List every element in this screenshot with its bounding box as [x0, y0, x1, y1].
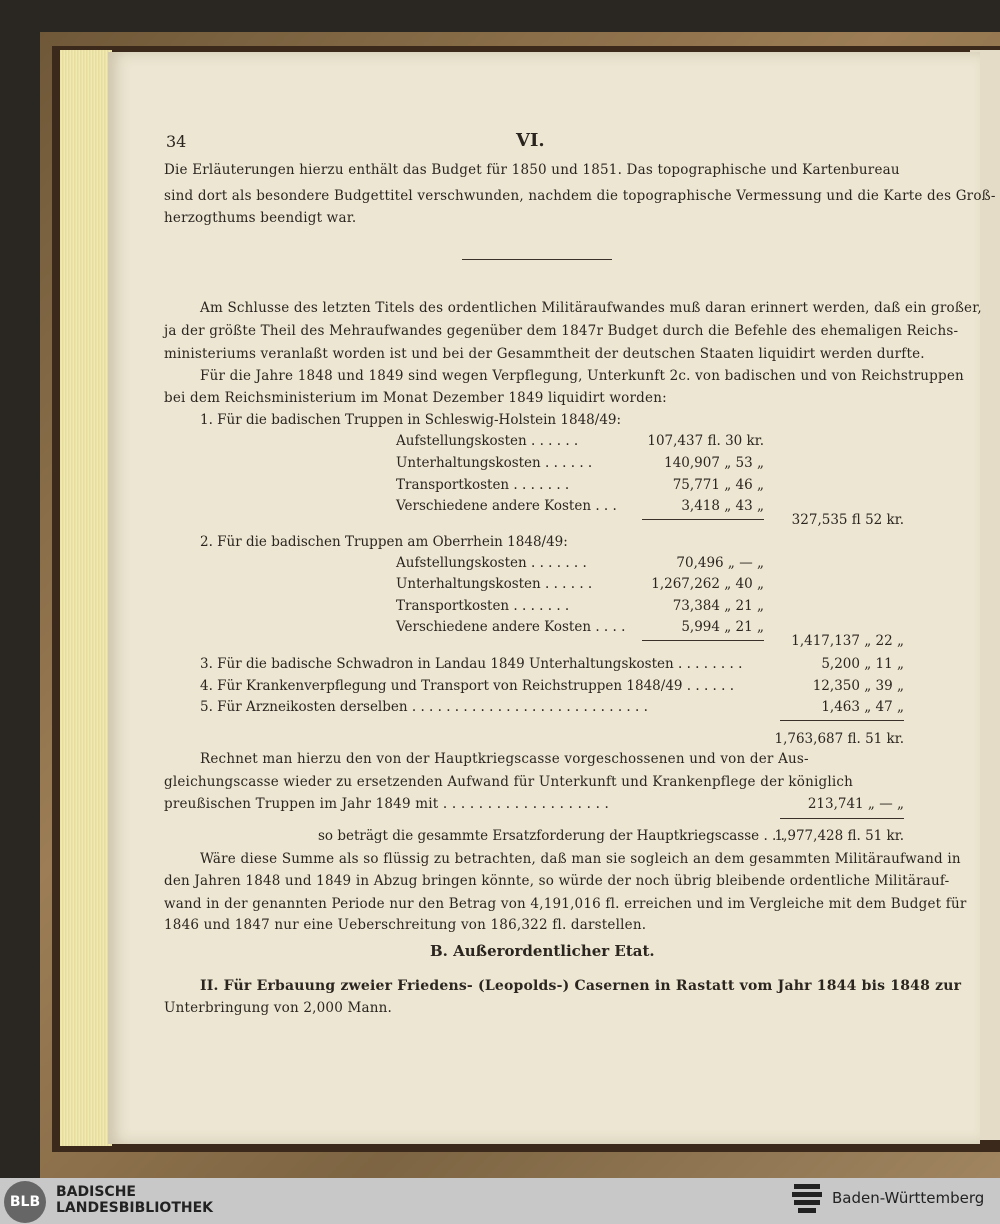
sum-rule — [780, 720, 904, 721]
line-amount: 5,200 „ 11 „ — [821, 656, 904, 672]
cost-label: Verschiedene andere Kosten . . . . — [396, 619, 626, 635]
paragraph-line: Wäre diese Summe als so flüssig zu betrachten, daß man sie sogleich an dem gesammten Militäraufwand in — [200, 851, 961, 867]
cost-amount: 73,384 „ 21 „ — [672, 598, 764, 614]
paragraph-line: Rechnet man hierzu den von der Hauptkriegscasse vorgeschossenen und von der Aus- — [200, 751, 809, 767]
cost-amount: 107,437 fl. 30 kr. — [647, 433, 764, 449]
paragraph-line: Am Schlusse des letzten Titels des ordentlichen Militäraufwandes muß daran erinnert werden, daß ein großer, — [200, 300, 982, 316]
cost-label: Unterhaltungskosten . . . . . . — [396, 455, 593, 471]
grand-total-label: so beträgt die gesammte Ersatzforderung der Hauptkriegscasse . . . — [318, 828, 785, 844]
sum-rule — [780, 818, 904, 819]
paragraph-line: gleichungscasse wieder zu ersetzenden Aufwand für Unterkunft und Krankenpflege der königlich — [164, 774, 854, 790]
intro-line: sind dort als besondere Budgettitel verschwunden, nachdem die topographische Vermessung und die Karte des Groß- — [164, 188, 996, 204]
cost-label: Transportkosten . . . . . . . — [396, 477, 570, 493]
grand-total-amount: 1,977,428 fl. 51 kr. — [774, 828, 904, 844]
cost-amount: 5,994 „ 21 „ — [681, 619, 764, 635]
cost-amount: 1,267,262 „ 40 „ — [651, 576, 764, 592]
paragraph-line: preußischen Truppen im Jahr 1849 mit . . . . . . . . . . . . . . . . . . . — [164, 796, 610, 812]
sum-rule — [642, 519, 764, 520]
paragraph-line: Unterbringung von 2,000 Mann. — [164, 1000, 393, 1016]
section2-title: 2. Für die badischen Truppen am Oberrhein 1848/49: — [200, 534, 568, 550]
cost-amount: 75,771 „ 46 „ — [672, 477, 764, 493]
section1-title: 1. Für die badischen Truppen in Schleswig-Holstein 1848/49: — [200, 412, 622, 428]
blb-name-line2: LANDESBIBLIOTHEK — [56, 1200, 214, 1216]
paragraph-line: bei dem Reichsministerium im Monat Dezember 1849 liquidirt worden: — [164, 390, 667, 406]
section2-total: 1,417,137 „ 22 „ — [791, 633, 904, 649]
cost-label: Transportkosten . . . . . . . — [396, 598, 570, 614]
section-divider — [462, 259, 612, 260]
cost-label: Verschiedene andere Kosten . . . — [396, 498, 617, 514]
section-heading: B. Außerordentlicher Etat. — [430, 942, 655, 960]
line-amount: 12,350 „ 39 „ — [812, 678, 904, 694]
paragraph-line: II. Für Erbauung zweier Friedens- (Leopolds-) Casernen in Rastatt vom Jahr 1844 bis 1848 zur — [200, 978, 962, 994]
paragraph-line: ministeriums veranlaßt worden ist und bei der Gesammtheit der deutschen Staaten liquidirt werden durfte. — [164, 346, 925, 362]
paragraph-line: ja der größte Theil des Mehraufwandes gegenüber dem 1847r Budget durch die Befehle des ehemaligen Reichs- — [164, 323, 959, 339]
cost-amount: 3,418 „ 43 „ — [681, 498, 764, 514]
paragraph-line: Für die Jahre 1848 und 1849 sind wegen Verpflegung, Unterkunft 2c. von badischen und von Reichstruppen — [200, 368, 964, 384]
blb-name-line1: BADISCHE — [56, 1184, 136, 1200]
coat-of-arms-icon[interactable] — [790, 1182, 824, 1218]
cost-label: Unterhaltungskosten . . . . . . — [396, 576, 593, 592]
line-amount: 1,463 „ 47 „ — [821, 699, 904, 715]
prussian-amount: 213,741 „ — „ — [807, 796, 904, 812]
intro-line: herzogthums beendigt war. — [164, 210, 357, 226]
cost-amount: 140,907 „ 53 „ — [664, 455, 764, 471]
section1-total: 327,535 fl 52 kr. — [791, 512, 904, 528]
line-item: 3. Für die badische Schwadron in Landau 1849 Unterhaltungskosten . . . . . . . . — [200, 656, 743, 672]
cost-label: Aufstellungskosten . . . . . . — [396, 433, 579, 449]
cost-amount: 70,496 „ — „ — [676, 555, 764, 571]
paragraph-line: 1846 und 1847 nur eine Ueberschreitung von 186,322 fl. darstellen. — [164, 917, 647, 933]
sum-rule — [642, 640, 764, 641]
paragraph-line: den Jahren 1848 und 1849 in Abzug bringen könnte, so würde der noch übrig bleibende ordentliche Militärauf- — [164, 873, 950, 889]
chapter-heading: VI. — [516, 130, 545, 151]
subtotal: 1,763,687 fl. 51 kr. — [774, 731, 904, 747]
paragraph-line: wand in der genannten Periode nur den Betrag von 4,191,016 fl. erreichen und im Vergleiche mit dem Budget für — [164, 896, 967, 912]
page-number: 34 — [166, 132, 187, 151]
line-item: 5. Für Arzneikosten derselben . . . . . . . . . . . . . . . . . . . . . . . . . . . . — [200, 699, 648, 715]
page-edges — [60, 50, 112, 1146]
blb-logo[interactable]: BLB — [4, 1181, 46, 1223]
bw-name: Baden-Württemberg — [832, 1189, 985, 1207]
line-item: 4. Für Krankenverpflegung und Transport von Reichstruppen 1848/49 . . . . . . — [200, 678, 734, 694]
intro-line: Die Erläuterungen hierzu enthält das Budget für 1850 und 1851. Das topographische und Kartenbureau — [164, 162, 900, 178]
cost-label: Aufstellungskosten . . . . . . . — [396, 555, 587, 571]
